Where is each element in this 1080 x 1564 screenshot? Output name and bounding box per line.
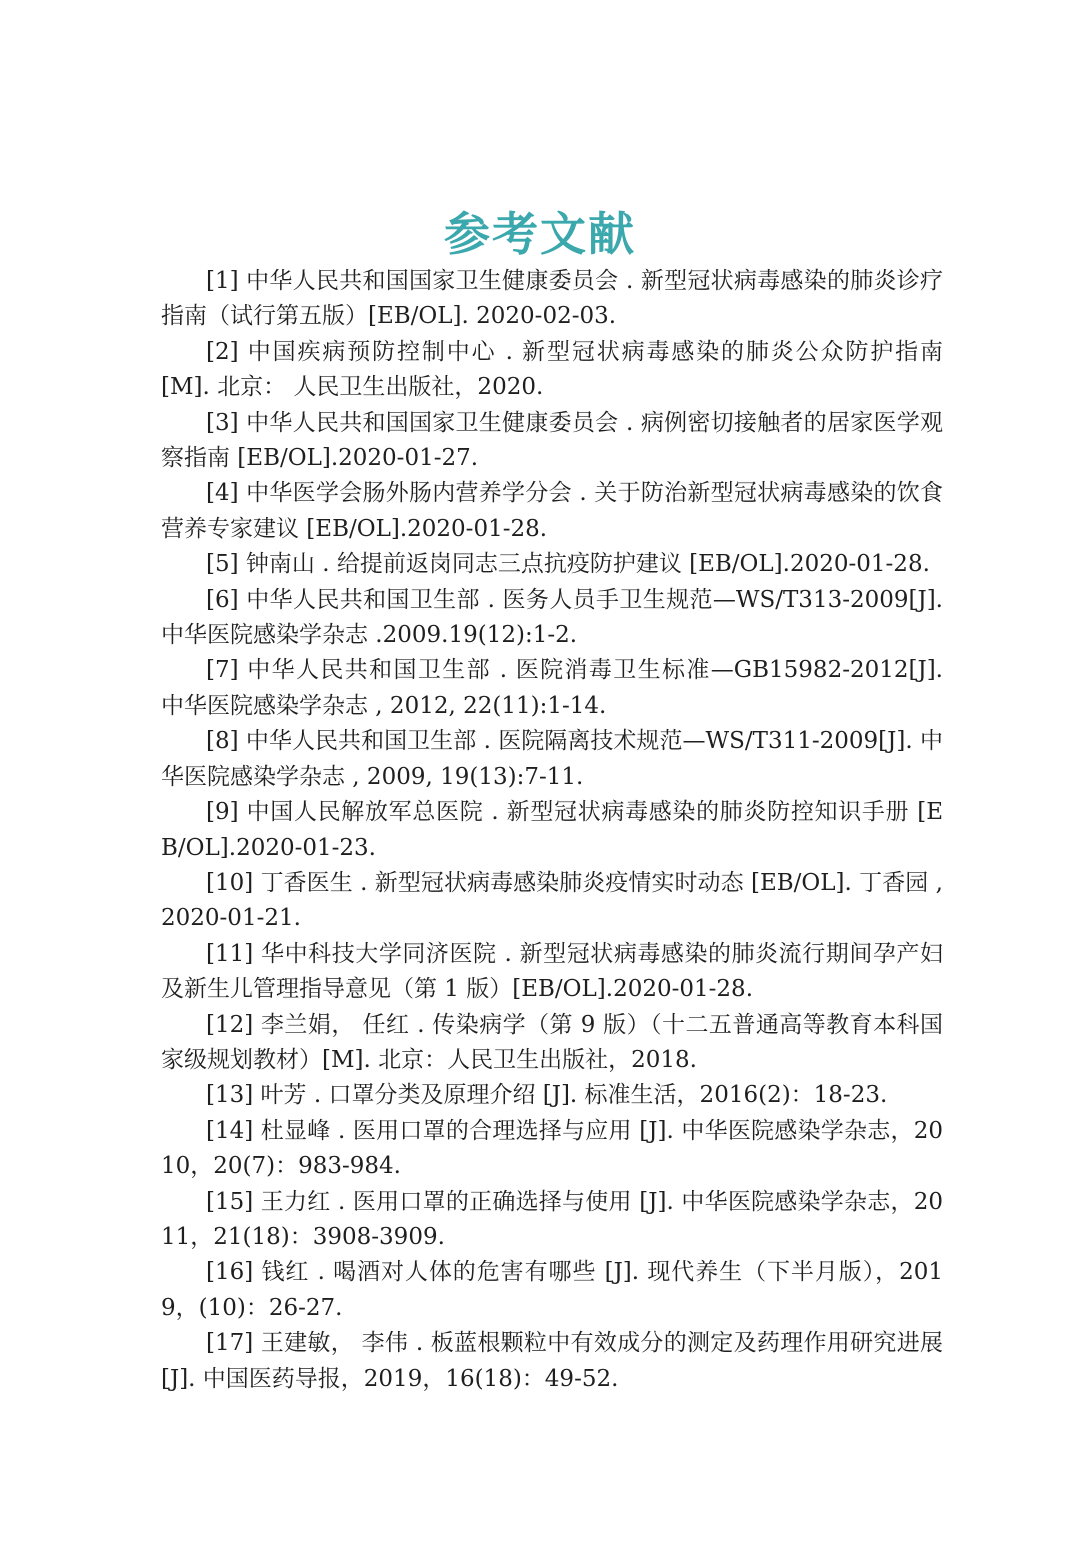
reference-item: [12] 李兰娟， 任红 . 传染病学（第 9 版）（十二五普通高等教育本科国家级规划教材）[M]. 北京：人民卫生出版社，2018. — [161, 1011, 943, 1073]
reference-item: [10] 丁香医生 . 新型冠状病毒感染肺炎疫情实时动态 [EB/OL]. 丁香园 ,2020-01-21. — [161, 869, 943, 932]
reference-item: [15] 王力红 . 医用口罩的正确选择与使用 [J]. 中华医院感染学杂志，2011，21(18)：3908-3909. — [161, 1188, 943, 1250]
reference-item: [3] 中华人民共和国国家卫生健康委员会 . 病例密切接触者的居家医学观察指南 [EB/OL].2020-01-27. — [161, 409, 943, 472]
page-title: 参考文献 — [444, 206, 636, 261]
reference-item: [13] 叶芳 . 口罩分类及原理介绍 [J]. 标准生活，2016(2)：18-23. — [206, 1082, 888, 1109]
reference-item: [5] 钟南山 . 给提前返岗同志三点抗疫防护建议 [EB/OL].2020-01-28. — [206, 551, 930, 578]
reference-item: [11] 华中科技大学同济医院 . 新型冠状病毒感染的肺炎流行期间孕产妇及新生儿管理指导意见（第 1 版）[EB/OL].2020-01-28. — [161, 940, 943, 1003]
reference-item: [14] 杜显峰 . 医用口罩的合理选择与应用 [J]. 中华医院感染学杂志，2010，20(7)：983-984. — [161, 1117, 943, 1180]
reference-list — [161, 264, 943, 1397]
reference-item: [9] 中国人民解放军总医院 . 新型冠状病毒感染的肺炎防控知识手册 [EB/OL].2020-01-23. — [161, 799, 943, 861]
reference-item: [4] 中华医学会肠外肠内营养学分会 . 关于防治新型冠状病毒感染的饮食营养专家建议 [EB/OL].2020-01-28. — [161, 480, 943, 542]
reference-item: [17] 王建敏， 李伟 . 板蓝根颗粒中有效成分的测定及药理作用研究进展 [J]. 中国医药导报，2019，16(18)：49-52. — [161, 1330, 943, 1392]
reference-item: [6] 中华人民共和国卫生部 . 医务人员手卫生规范—WS/T313-2009[J]. 中华医院感染学杂志 .2009.19(12):1-2. — [161, 586, 943, 649]
reference-item: [2] 中国疾病预防控制中心 . 新型冠状病毒感染的肺炎公众防护指南 [M]. 北京： 人民卫生出版社，2020. — [161, 338, 943, 401]
reference-item: [8] 中华人民共和国卫生部 . 医院隔离技术规范—WS/T311-2009[J]. 中华医院感染学杂志 , 2009, 19(13):7-11. — [161, 728, 943, 790]
reference-item: [1] 中华人民共和国国家卫生健康委员会 . 新型冠状病毒感染的肺炎诊疗指南（试行第五版）[EB/OL]. 2020-02-03. — [161, 268, 943, 330]
reference-item: [16] 钱红 . 喝酒对人体的危害有哪些 [J]. 现代养生（下半月版），2019，(10)：26-27. — [161, 1259, 943, 1321]
reference-item: [7] 中华人民共和国卫生部 . 医院消毒卫生标准—GB15982-2012[J]. 中华医院感染学杂志 , 2012, 22(11):1-14. — [161, 657, 943, 719]
